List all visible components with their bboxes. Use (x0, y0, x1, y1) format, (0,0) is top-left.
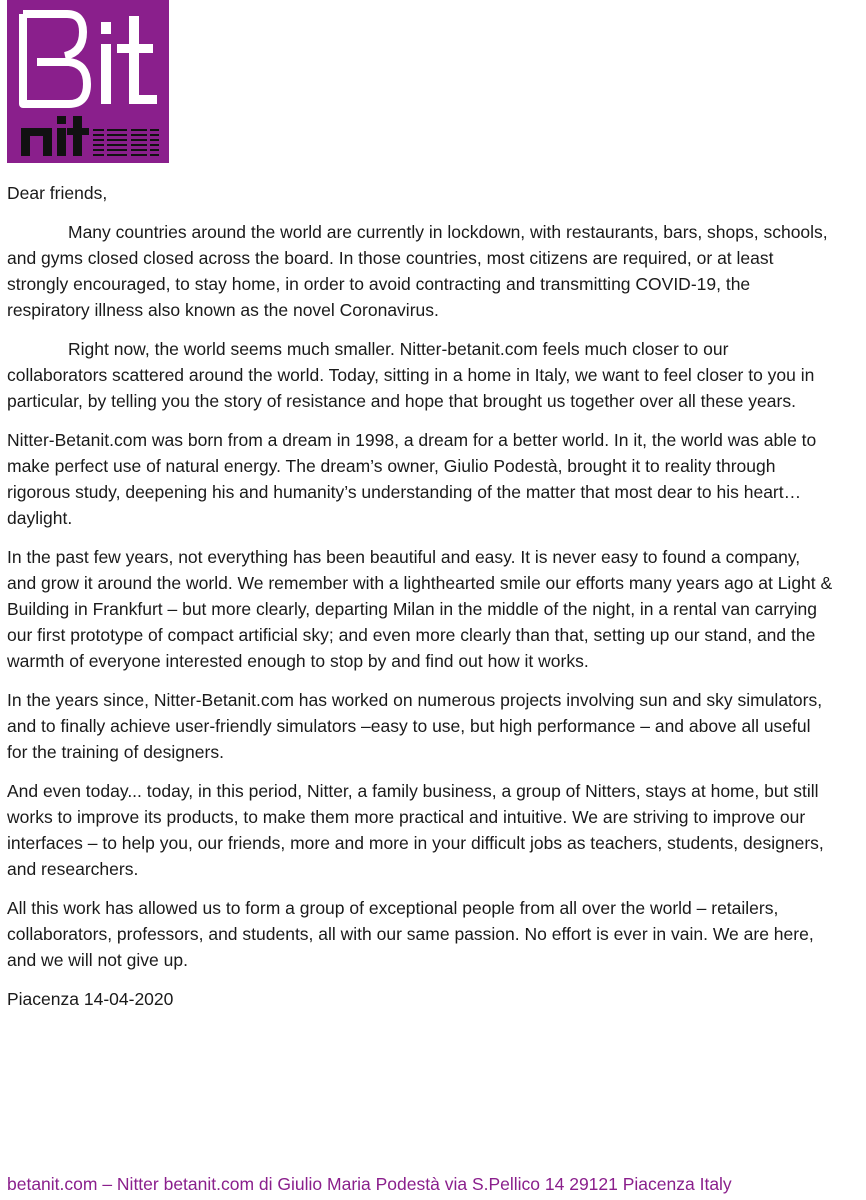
letter-body (7, 180, 833, 1025)
paragraph-6: And even today... today, in this period, Nitter, a family business, a group of Nitters, stays at home, but still works to improve its products, to make them more practical and intuitive. We are striving to improve our interfaces – to help you, our friends, more and more in your difficult jobs as teachers, students, designers, and researchers. (7, 781, 824, 879)
paragraph-5: In the years since, Nitter-Betanit.com has worked on numerous projects involving sun and sky simulators, and to finally achieve user-friendly simulators –easy to use, but high performance – and above all useful for the training of designers. (7, 690, 823, 762)
paragraph-1: Many countries around the world are currently in lockdown, with restaurants, bars, shops, schools, and gyms closed closed across the board. In those countries, most citizens are required, or at least strongly encouraged, to stay home, in order to avoid contracting and transmitting COVID-19, the respiratory illness also known as the novel Coronavirus. (7, 222, 828, 320)
footer-address: betanit.com – Nitter betanit.com di Giulio Maria Podestà via S.Pellico 14 29121 Piacenza Italy (7, 1174, 732, 1194)
paragraph-3: Nitter-Betanit.com was born from a dream in 1998, a dream for a better world. In it, the world was able to make perfect use of natural energy. The dream’s owner, Giulio Podestà, brought it to reality through rigorous study, deepening his and humanity’s understanding of the matter that most dear to his heart…daylight. (7, 430, 817, 528)
paragraph-4: In the past few years, not everything has been beautiful and easy. It is never easy to found a company, and grow it around the world. We remember with a lighthearted smile our efforts many years ago at Light & Building in Frankfurt – but more clearly, departing Milan in the middle of the night, in a rental van carrying our first prototype of compact artificial sky; and even more clearly than that, setting up our stand, and the warmth of everyone interested enough to stop by and find out how it works. (7, 547, 833, 671)
paragraph-7: All this work has allowed us to form a group of exceptional people from all over the world – retailers, collaborators, professors, and students, all with our same passion. No effort is ever in vain. We are here, and we will not give up. (7, 898, 814, 970)
logo-graphic (7, 0, 169, 163)
signoff: Piacenza 14-04-2020 (7, 989, 174, 1009)
nitter-betanit-logo-icon (7, 0, 169, 163)
salutation: Dear friends, (7, 183, 108, 203)
paragraph-2: Right now, the world seems much smaller. Nitter-betanit.com feels much closer to our collaborators scattered around the world. Today, sitting in a home in Italy, we want to feel closer to you in particular, by telling you the story of resistance and hope that brought us together over all these years. (7, 339, 815, 411)
